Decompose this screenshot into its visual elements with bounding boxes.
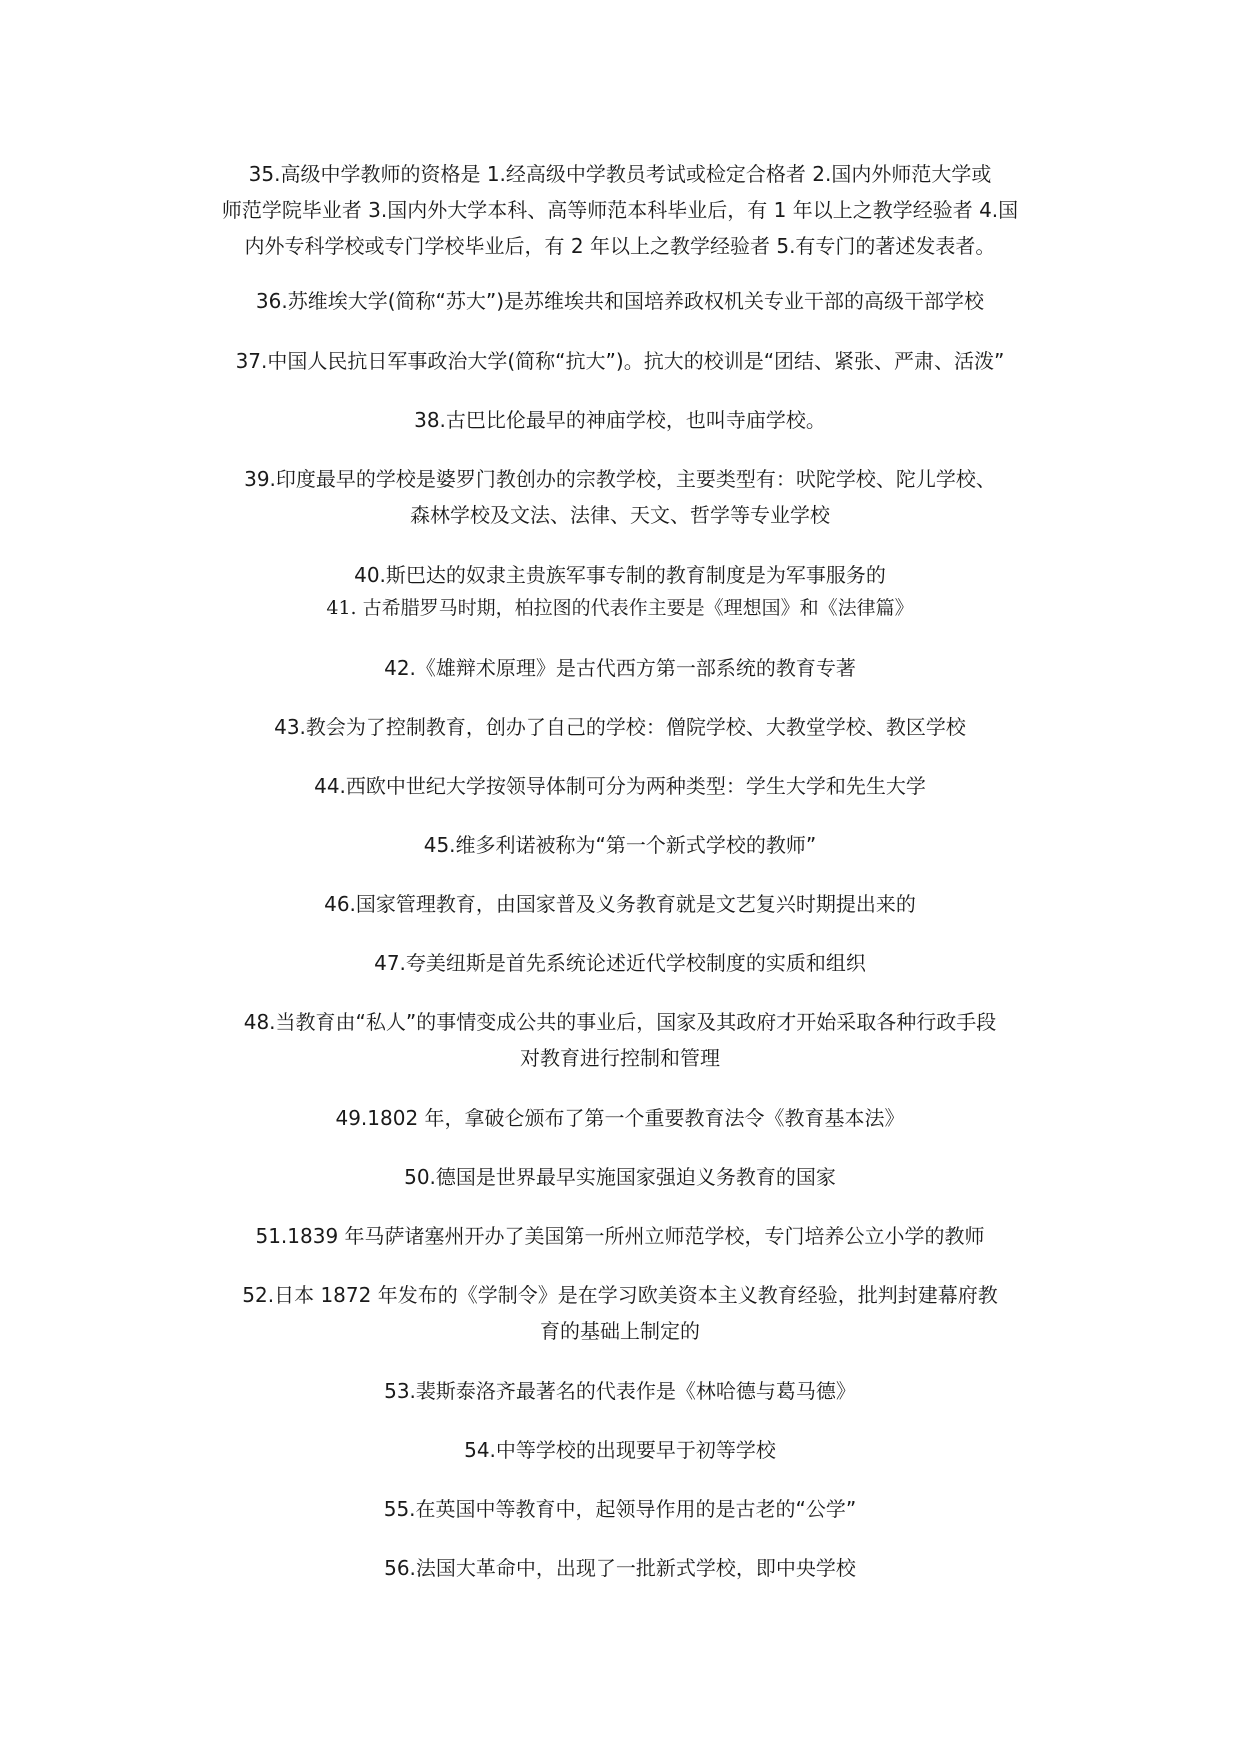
paragraph-43 [180,709,1060,745]
paragraph-line: 内外专科学校或专门学校毕业后，有 2 年以上之教学经验者 5.有专门的著述发表者。 [244,234,996,258]
paragraph-line: 44.西欧中世纪大学按领导体制可分为两种类型：学生大学和先生大学 [314,774,926,798]
paragraph-39 [180,461,1060,533]
paragraph-line: 55.在英国中等教育中，起领导作用的是古老的“公学” [383,1497,857,1521]
paragraph-line: 师范学院毕业者 3.国内外大学本科、高等师范本科毕业后，有 1 年以上之教学经验者 4.国 [221,198,1019,222]
paragraph-line: 对教育进行控制和管理 [520,1046,720,1070]
paragraph-36 [180,283,1060,319]
paragraph-line: 43.教会为了控制教育，创办了自己的学校：僧院学校、大教堂学校、教区学校 [274,715,966,739]
paragraph-45 [180,827,1060,863]
paragraph-line: 54.中等学校的出现要早于初等学校 [464,1438,776,1462]
paragraph-line: 51.1839 年马萨诸塞州开办了美国第一所州立师范学校，专门培养公立小学的教师 [255,1224,985,1248]
paragraph-line: 47.夸美纽斯是首先系统论述近代学校制度的实质和组织 [374,951,866,975]
paragraph-47 [180,945,1060,981]
paragraph-line: 36.苏维埃大学(简称“苏大”)是苏维埃共和国培养政权机关专业干部的高级干部学校 [255,289,985,313]
paragraph-42 [180,650,1060,686]
paragraph-line: 40.斯巴达的奴隶主贵族军事专制的教育制度是为军事服务的 [354,563,886,587]
paragraph-line: 56.法国大革命中，出现了一批新式学校，即中央学校 [384,1556,856,1580]
paragraph-54 [180,1432,1060,1468]
paragraph-line: 42.《雄辩术原理》是古代西方第一部系统的教育专著 [384,656,856,680]
paragraph-line: 48.当教育由“私人”的事情变成公共的事业后，国家及其政府才开始采取各种行政手段 [243,1010,997,1034]
paragraph-line: 39.印度最早的学校是婆罗门教创办的宗教学校，主要类型有：吠陀学校、陀儿学校、 [244,467,996,491]
paragraph-53 [180,1373,1060,1409]
paragraph-52 [180,1277,1060,1349]
paragraph-line: 52.日本 1872 年发布的《学制令》是在学习欧美资本主义教育经验，批判封建幕府教 [242,1283,998,1307]
paragraph-44 [180,768,1060,804]
paragraph-40 [180,557,1060,593]
paragraph-41 [180,590,1060,626]
paragraph-46 [180,886,1060,922]
paragraph-50 [180,1159,1060,1195]
paragraph-line: 50.德国是世界最早实施国家强迫义务教育的国家 [404,1165,836,1189]
paragraph-line: 37.中国人民抗日军事政治大学(简称“抗大”)。抗大的校训是“团结、紧张、严肃、活泼” [235,349,1005,373]
paragraph-55 [180,1491,1060,1527]
paragraph-line: 53.裴斯泰洛齐最著名的代表作是《林哈德与葛马德》 [384,1379,856,1403]
paragraph-line: 森林学校及文法、法律、天文、哲学等专业学校 [410,503,830,527]
paragraph-line: 35.高级中学教师的资格是 1.经高级中学教员考试或检定合格者 2.国内外师范大学或 [248,162,992,186]
paragraph-37 [180,343,1060,379]
paragraph-line: 46.国家管理教育，由国家普及义务教育就是文艺复兴时期提出来的 [324,892,916,916]
paragraph-56 [180,1550,1060,1586]
paragraph-49 [180,1100,1060,1136]
paragraph-line: 育的基础上制定的 [540,1319,700,1343]
paragraph-38 [180,402,1060,438]
paragraph-35 [180,156,1060,264]
paragraph-51 [180,1218,1060,1254]
paragraph-line: 45.维多利诺被称为“第一个新式学校的教师” [423,833,817,857]
paragraph-48 [180,1004,1060,1076]
paragraph-line: 49.1802 年，拿破仑颁布了第一个重要教育法令《教育基本法》 [335,1106,905,1130]
paragraph-line: 38.古巴比伦最早的神庙学校，也叫寺庙学校。 [414,408,826,432]
paragraph-line: 41. 古希腊罗马时期，柏拉图的代表作主要是《理想国》和《法律篇》 [326,597,914,619]
